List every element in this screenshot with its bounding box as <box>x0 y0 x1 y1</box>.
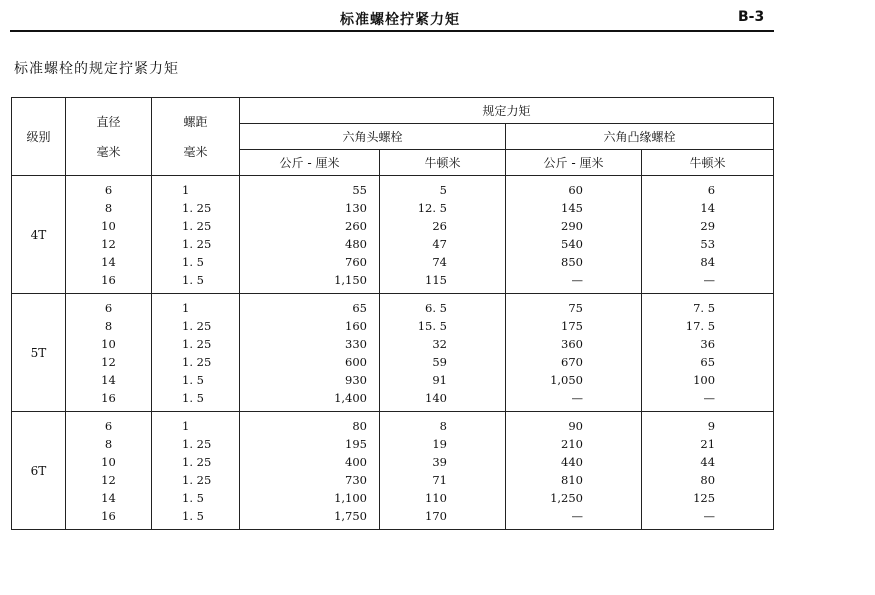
flange-kgcm-value: 210 <box>561 437 583 451</box>
flange-kgcm-value: 290 <box>561 219 583 233</box>
head-nm-value: 110 <box>425 491 447 505</box>
grade-group-row <box>12 412 774 530</box>
flange-kgcm-value: 1,250 <box>550 491 583 505</box>
flange-nm-value: — <box>703 273 716 287</box>
head-nm-value: 19 <box>432 437 447 451</box>
diameter-value: 6 <box>104 419 113 433</box>
pitch-value: 1. 5 <box>182 273 204 287</box>
flange-kgcm-value: 60 <box>568 183 583 197</box>
head-kgcm-cell <box>240 412 380 530</box>
pitch-value: 1. 25 <box>182 219 212 233</box>
head-kgcm-value: 160 <box>345 319 367 333</box>
head-nm-value: 170 <box>425 509 447 523</box>
flange-kgcm-cell <box>506 176 642 294</box>
flange-kgcm-value: 670 <box>561 355 583 369</box>
diameter-value: 10 <box>101 455 116 469</box>
pitch-value: 1. 5 <box>182 509 204 523</box>
flange-nm-cell <box>642 294 774 412</box>
header-pitch-label: 螺距 <box>183 114 208 129</box>
head-kgcm-value: 400 <box>345 455 367 469</box>
pitch-cell <box>152 412 240 530</box>
grade-cell: 4T <box>12 176 66 294</box>
flange-nm-value: — <box>703 391 716 405</box>
grade-group-row <box>12 176 774 294</box>
flange-nm-value: 44 <box>700 455 716 469</box>
flange-kgcm-value: — <box>571 509 583 523</box>
diameter-value: 12 <box>101 355 116 369</box>
diameter-value: 14 <box>101 491 116 505</box>
head-nm-value: 8 <box>439 419 447 433</box>
diameter-value: 16 <box>101 509 116 523</box>
head-nm-value: 115 <box>425 273 447 287</box>
pitch-value: 1. 25 <box>182 237 212 251</box>
flange-nm-value: 125 <box>693 491 716 505</box>
pitch-value: 1. 5 <box>182 491 204 505</box>
head-kgcm-value: 730 <box>345 473 367 487</box>
header-diameter <box>66 98 152 176</box>
diameter-cell <box>66 176 152 294</box>
flange-nm-value: 36 <box>700 337 716 351</box>
head-kgcm-value: 930 <box>345 373 367 387</box>
flange-nm-value: 100 <box>693 373 716 387</box>
flange-kgcm-value: 75 <box>568 301 583 315</box>
header-pitch <box>152 98 240 176</box>
header-diameter-unit: 毫米 <box>96 144 121 159</box>
flange-kgcm-value: 540 <box>561 237 583 251</box>
flange-kgcm-value: — <box>571 273 583 287</box>
head-kgcm-value: 130 <box>345 201 367 215</box>
pitch-value: 1. 25 <box>182 201 212 215</box>
diameter-cell <box>66 412 152 530</box>
head-kgcm-value: 600 <box>345 355 367 369</box>
flange-kgcm-value: 175 <box>561 319 583 333</box>
diameter-value: 12 <box>101 473 116 487</box>
head-nm-value: 15. 5 <box>417 319 447 333</box>
head-kgcm-value: 1,150 <box>334 273 367 287</box>
diameter-value: 8 <box>104 201 113 215</box>
flange-nm-value: 7. 5 <box>693 301 716 315</box>
pitch-value: 1 <box>182 419 190 433</box>
head-kgcm-value: 195 <box>345 437 367 451</box>
section-title: 标准螺栓的规定拧紧力矩 <box>14 61 179 77</box>
flange-nm-value: 17. 5 <box>685 319 716 333</box>
pitch-value: 1. 25 <box>182 355 212 369</box>
pitch-value: 1. 5 <box>182 255 204 269</box>
head-nm-value: 59 <box>432 355 447 369</box>
head-nm-value: 39 <box>432 455 447 469</box>
head-nm-cell <box>380 176 506 294</box>
head-nm-value: 5 <box>439 183 447 197</box>
head-nm-value: 12. 5 <box>417 201 447 215</box>
pitch-value: 1 <box>182 183 190 197</box>
header-head-kgcm: 公斤 - 厘米 <box>240 150 380 176</box>
flange-kgcm-value: 810 <box>561 473 583 487</box>
page-header-title: 标准螺栓拧紧力矩 <box>340 12 460 28</box>
diameter-value: 6 <box>104 183 113 197</box>
pitch-value: 1. 5 <box>182 373 204 387</box>
header-rule <box>10 30 774 32</box>
flange-kgcm-value: 850 <box>561 255 583 269</box>
table-body <box>12 176 774 530</box>
header-grade: 级别 <box>12 98 66 176</box>
grade-cell: 6T <box>12 412 66 530</box>
pitch-value: 1. 25 <box>182 337 212 351</box>
flange-nm-value: 80 <box>700 473 716 487</box>
head-kgcm-value: 260 <box>345 219 367 233</box>
diameter-value: 14 <box>101 373 116 387</box>
diameter-cell <box>66 294 152 412</box>
head-kgcm-value: 1,400 <box>334 391 367 405</box>
pitch-value: 1. 5 <box>182 391 204 405</box>
flange-nm-value: 29 <box>700 219 716 233</box>
pitch-cell <box>152 176 240 294</box>
head-nm-value: 32 <box>432 337 447 351</box>
head-nm-cell <box>380 412 506 530</box>
head-kgcm-value: 760 <box>345 255 367 269</box>
header-pitch-unit: 毫米 <box>183 144 208 159</box>
diameter-value: 10 <box>101 219 116 233</box>
flange-nm-value: 53 <box>700 237 716 251</box>
flange-nm-value: 21 <box>700 437 716 451</box>
flange-kgcm-value: 360 <box>561 337 583 351</box>
diameter-value: 12 <box>101 237 116 251</box>
pitch-value: 1. 25 <box>182 319 212 333</box>
header-flange-kgcm: 公斤 - 厘米 <box>506 150 642 176</box>
head-nm-value: 26 <box>432 219 447 233</box>
flange-nm-value: 9 <box>707 419 716 433</box>
head-kgcm-value: 480 <box>345 237 367 251</box>
head-nm-value: 47 <box>432 237 447 251</box>
flange-nm-cell <box>642 412 774 530</box>
diameter-value: 6 <box>104 301 113 315</box>
pitch-value: 1 <box>182 301 190 315</box>
grade-cell: 5T <box>12 294 66 412</box>
head-kgcm-value: 55 <box>352 183 367 197</box>
header-diameter-label: 直径 <box>96 114 121 129</box>
flange-kgcm-value: 1,050 <box>550 373 583 387</box>
flange-nm-value: 84 <box>700 255 716 269</box>
pitch-value: 1. 25 <box>182 455 212 469</box>
flange-kgcm-cell <box>506 294 642 412</box>
flange-kgcm-value: 90 <box>568 419 583 433</box>
flange-kgcm-value: 145 <box>561 201 583 215</box>
header-hex-head-bolt: 六角头螺栓 <box>240 124 506 150</box>
head-nm-value: 74 <box>432 255 447 269</box>
torque-spec-table <box>11 97 774 530</box>
diameter-value: 14 <box>101 255 116 269</box>
head-nm-value: 140 <box>425 391 447 405</box>
head-kgcm-value: 330 <box>345 337 367 351</box>
head-nm-value: 6. 5 <box>425 301 447 315</box>
flange-nm-cell <box>642 176 774 294</box>
header-hex-flange-bolt: 六角凸缘螺栓 <box>506 124 774 150</box>
pitch-value: 1. 25 <box>182 437 212 451</box>
head-nm-cell <box>380 294 506 412</box>
head-nm-value: 71 <box>432 473 447 487</box>
diameter-value: 8 <box>104 437 113 451</box>
diameter-value: 16 <box>101 391 116 405</box>
diameter-value: 10 <box>101 337 116 351</box>
head-kgcm-value: 80 <box>352 419 367 433</box>
head-kgcm-cell <box>240 176 380 294</box>
head-kgcm-cell <box>240 294 380 412</box>
page-number: B-3 <box>738 9 765 25</box>
head-kgcm-value: 1,100 <box>334 491 367 505</box>
pitch-value: 1. 25 <box>182 473 212 487</box>
head-kgcm-value: 1,750 <box>334 509 367 523</box>
diameter-value: 16 <box>101 273 116 287</box>
header-flange-nm: 牛顿米 <box>642 150 774 176</box>
flange-nm-value: — <box>703 509 716 523</box>
flange-nm-value: 6 <box>707 183 716 197</box>
header-head-nm: 牛顿米 <box>380 150 506 176</box>
head-nm-value: 91 <box>432 373 447 387</box>
flange-kgcm-value: 440 <box>561 455 583 469</box>
header-specified-torque: 规定力矩 <box>240 98 774 124</box>
flange-kgcm-value: — <box>571 391 583 405</box>
flange-kgcm-cell <box>506 412 642 530</box>
pitch-cell <box>152 294 240 412</box>
head-kgcm-value: 65 <box>352 301 367 315</box>
diameter-value: 8 <box>104 319 113 333</box>
grade-group-row <box>12 294 774 412</box>
flange-nm-value: 14 <box>700 201 716 215</box>
flange-nm-value: 65 <box>700 355 716 369</box>
